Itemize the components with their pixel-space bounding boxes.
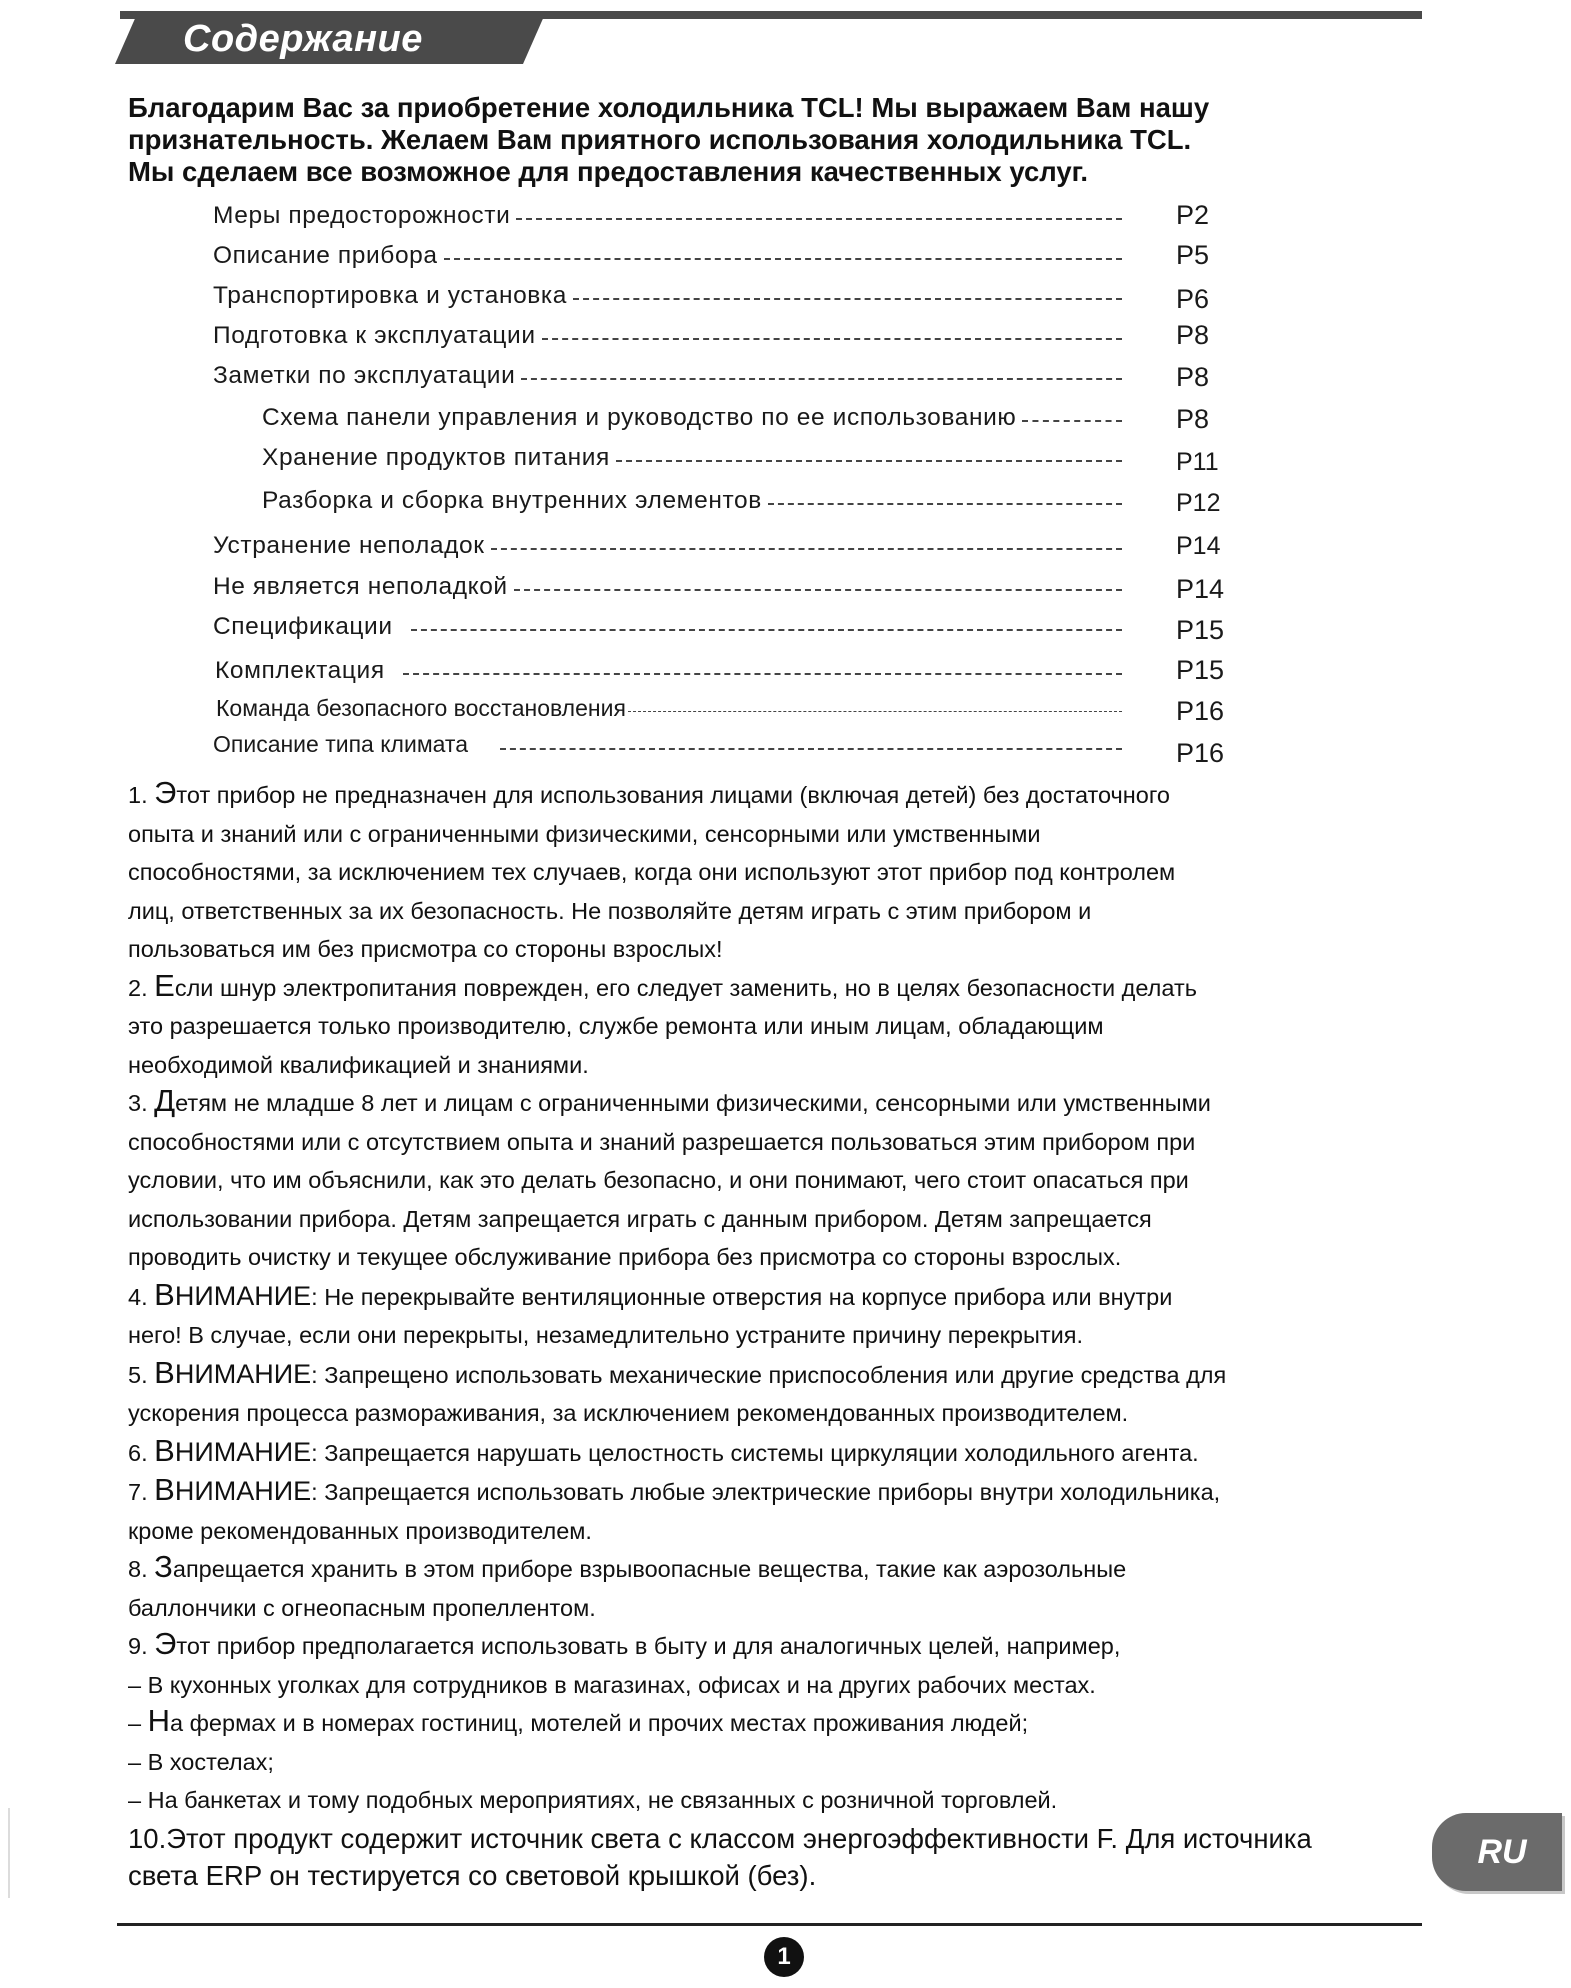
toc-label: Хранение продуктов питания (262, 444, 610, 471)
note-number: 1. (128, 782, 155, 808)
note-text: : Запрещено использовать механические приспособления или другие средства для (311, 1361, 1227, 1388)
warning-word: НИМАНИЕ (174, 1476, 312, 1506)
toc-page: P15 (1176, 615, 1225, 645)
toc-entry-specifications[interactable] (213, 611, 1128, 643)
note-initial: Э (154, 1626, 177, 1661)
note-number: 3. (128, 1090, 155, 1116)
toc-leader (628, 711, 1122, 712)
page-number: 1 (764, 1937, 804, 1977)
note-text: а фермах и в номерах гостиниц, мотелей и прочих местах проживания людей; (170, 1710, 1029, 1736)
toc-page: P16 (1176, 738, 1225, 768)
toc-page: P6 (1176, 284, 1210, 314)
warning-word: НИМАНИЕ (174, 1280, 312, 1311)
note-text: етям не младше 8 лет и лицам с ограниченными физическими, сенсорными или умственными (175, 1090, 1211, 1116)
note-6 (128, 1433, 1428, 1473)
toc-leader (516, 218, 1122, 220)
note-2 (128, 969, 1428, 1008)
note-initial: З (154, 1549, 173, 1584)
note-7 (128, 1472, 1428, 1512)
toc-leader (768, 503, 1122, 505)
note-list-item: – На банкетах и тому подобных мероприятиях, не связанных с розничной торговлей. (128, 1787, 1058, 1813)
toc-label: Не является неполадкой (213, 573, 508, 600)
note-initial: В (154, 1354, 175, 1390)
toc-entry-safe-recovery[interactable] (216, 692, 1128, 724)
note-number: 5. (128, 1361, 155, 1388)
intro-text (128, 92, 1408, 188)
note-list-item: – В кухонных уголках для сотрудников в магазинах, офисах и на других рабочих местах. (128, 1671, 1096, 1698)
note-line: опыта и знаний или с ограниченными физическими, сенсорными или умственными (128, 820, 1041, 847)
note-number: 4. (128, 1283, 155, 1310)
toc-page: P14 (1176, 532, 1221, 560)
note-text: : Не перекрывайте вентиляционные отверстия на корпусе прибора или внутри (311, 1283, 1173, 1310)
note-line: пользоваться им без присмотра со стороны взрослых! (128, 936, 723, 962)
note-initial: Э (154, 775, 177, 810)
toc-label: Разборка и сборка внутренних элементов (262, 487, 762, 514)
note-initial: В (154, 1432, 175, 1468)
note-8 (128, 1550, 1428, 1589)
toc-entry-usage-notes[interactable] (213, 360, 1128, 392)
toc-label: Описание прибора (213, 242, 438, 269)
toc-leader (514, 589, 1122, 591)
toc-page: P16 (1176, 696, 1225, 726)
toc-entry-precautions[interactable] (213, 200, 1128, 232)
toc-page: P8 (1176, 362, 1210, 392)
toc-label: Комплектация (215, 657, 385, 684)
toc-entry-control-panel[interactable] (262, 402, 1128, 434)
note-text: : Запрещается нарушать целостность системы циркуляции холодильного агента. (311, 1439, 1199, 1466)
note-line: необходимой квалификацией и знаниями. (128, 1051, 589, 1078)
note-text: тот прибор предполагается использовать в быту и для аналогичных целей, например, (176, 1633, 1121, 1659)
toc-label: Заметки по эксплуатации (213, 362, 516, 389)
note-line: ускорения процесса размораживания, за исключением рекомендованных производителем. (128, 1400, 1129, 1426)
note-text: сли шнур электропитания поврежден, его следует заменить, но в целях безопасности делать (174, 974, 1197, 1001)
note-initial: Е (154, 967, 175, 1003)
toc-label: Подготовка к эксплуатации (213, 322, 536, 349)
note-number: 6. (128, 1439, 155, 1466)
note-5 (128, 1355, 1428, 1395)
note-9 (128, 1627, 1428, 1666)
toc-entry-package-contents[interactable] (215, 655, 1128, 687)
note-line: него! В случае, если они перекрыты, незамедлительно устраните причину перекрытия. (128, 1322, 1084, 1348)
note-number: 9. (128, 1633, 155, 1659)
toc-entry-not-a-fault[interactable] (213, 571, 1128, 603)
toc-entry-disassembly[interactable] (262, 485, 1128, 517)
note-number: 2. (128, 974, 155, 1001)
toc-leader (616, 460, 1122, 462)
note-line: лиц, ответственных за их безопасность. Не позволяйте детям играть с этим прибором и (128, 897, 1092, 924)
toc-page: P5 (1176, 240, 1210, 270)
toc-page: P11 (1176, 448, 1219, 476)
toc-leader (403, 673, 1122, 675)
language-tab-label: RU (1477, 1833, 1527, 1871)
toc-label: Схема панели управления и руководство по ее использованию (262, 404, 1017, 431)
note-text: тот прибор не предназначен для использования лицами (включая детей) без достаточного (176, 782, 1170, 808)
list-dash: – (128, 1710, 148, 1736)
safety-notes (128, 776, 1428, 1894)
note-1 (128, 776, 1428, 815)
note-10: 10.Этот продукт содержит источник света с классом энергоэффективности F. Для источника (128, 1822, 1312, 1854)
toc-entry-food-storage[interactable] (262, 442, 1128, 474)
toc-label: Описание типа климата (213, 730, 468, 757)
footer-rule (117, 1923, 1422, 1926)
toc-entry-troubleshooting[interactable] (213, 530, 1128, 562)
toc-label: Спецификации (213, 613, 393, 640)
note-list-item (128, 1704, 1428, 1743)
toc-leader (521, 378, 1122, 380)
toc-page: P15 (1176, 655, 1225, 685)
toc-entry-climate-type[interactable] (213, 728, 1128, 760)
note-initial: Д (154, 1083, 176, 1118)
note-initial: В (154, 1276, 175, 1312)
toc-leader (542, 338, 1122, 340)
note-4 (128, 1277, 1428, 1317)
note-initial: Н (147, 1703, 170, 1738)
toc-leader (573, 298, 1122, 300)
toc-leader (444, 258, 1122, 260)
toc-label: Транспортировка и установка (213, 282, 568, 309)
intro-line: Мы сделаем все возможное для предоставления качественных услуг. (128, 156, 1088, 187)
margin-mark (8, 1808, 10, 1898)
note-line: способностями или с отсутствием опыта и знаний разрешается пользоваться этим прибором при (128, 1128, 1196, 1155)
note-text: апрещается хранить в этом приборе взрывоопасные вещества, такие как аэрозольные (172, 1556, 1127, 1582)
note-line: кроме рекомендованных производителем. (128, 1517, 592, 1544)
toc-label: Устранение неполадок (213, 532, 485, 559)
intro-line: Благодарим Вас за приобретение холодильника TCL! Мы выражаем Вам нашу (128, 92, 1210, 123)
toc-leader (491, 548, 1122, 550)
toc-entry-description[interactable] (213, 240, 1128, 272)
toc-leader (500, 748, 1122, 750)
toc-page: P12 (1176, 489, 1221, 517)
toc-leader (411, 629, 1122, 631)
note-line: света ERP он тестируется со световой крышкой (без). (128, 1859, 817, 1891)
toc-page: P8 (1176, 320, 1210, 350)
note-line: это разрешается только производителю, службе ремонта или иным лицам, обладающим (128, 1013, 1104, 1039)
page-title: Содержание (183, 18, 423, 60)
warning-word: НИМАНИЕ (174, 1436, 312, 1467)
note-number: 8. (128, 1556, 155, 1582)
toc-label: Команда безопасного восстановления (216, 694, 626, 721)
toc-page: P2 (1176, 200, 1210, 230)
toc-page: P8 (1176, 404, 1210, 434)
note-line: условии, что им объяснили, как это делать безопасно, и они понимают, чего стоит опасаться при (128, 1167, 1189, 1193)
note-text: : Запрещается использовать любые электрические приборы внутри холодильника, (311, 1479, 1221, 1505)
note-initial: В (154, 1472, 175, 1507)
warning-word: НИМАНИЕ (174, 1358, 312, 1389)
toc-page: P14 (1176, 574, 1225, 604)
note-line: способностями, за исключением тех случаев, когда они используют этот прибор под контролем (128, 859, 1176, 885)
note-line: проводить очистку и текущее обслуживание прибора без присмотра со стороны взрослых. (128, 1244, 1122, 1270)
toc-label: Меры предосторожности (213, 202, 511, 229)
note-number: 7. (128, 1479, 155, 1505)
intro-line: признательность. Желаем Вам приятного использования холодильника TCL. (128, 124, 1192, 155)
toc-leader (1022, 420, 1122, 422)
note-line: использовании прибора. Детям запрещается играть с данным прибором. Детям запрещается (128, 1205, 1152, 1232)
toc-entry-preparation[interactable] (213, 320, 1128, 352)
toc-entry-transport[interactable] (213, 280, 1128, 312)
note-3 (128, 1084, 1428, 1123)
note-list-item: – В хостелах; (128, 1748, 274, 1775)
note-line: баллончики с огнеопасным пропеллентом. (128, 1594, 596, 1621)
